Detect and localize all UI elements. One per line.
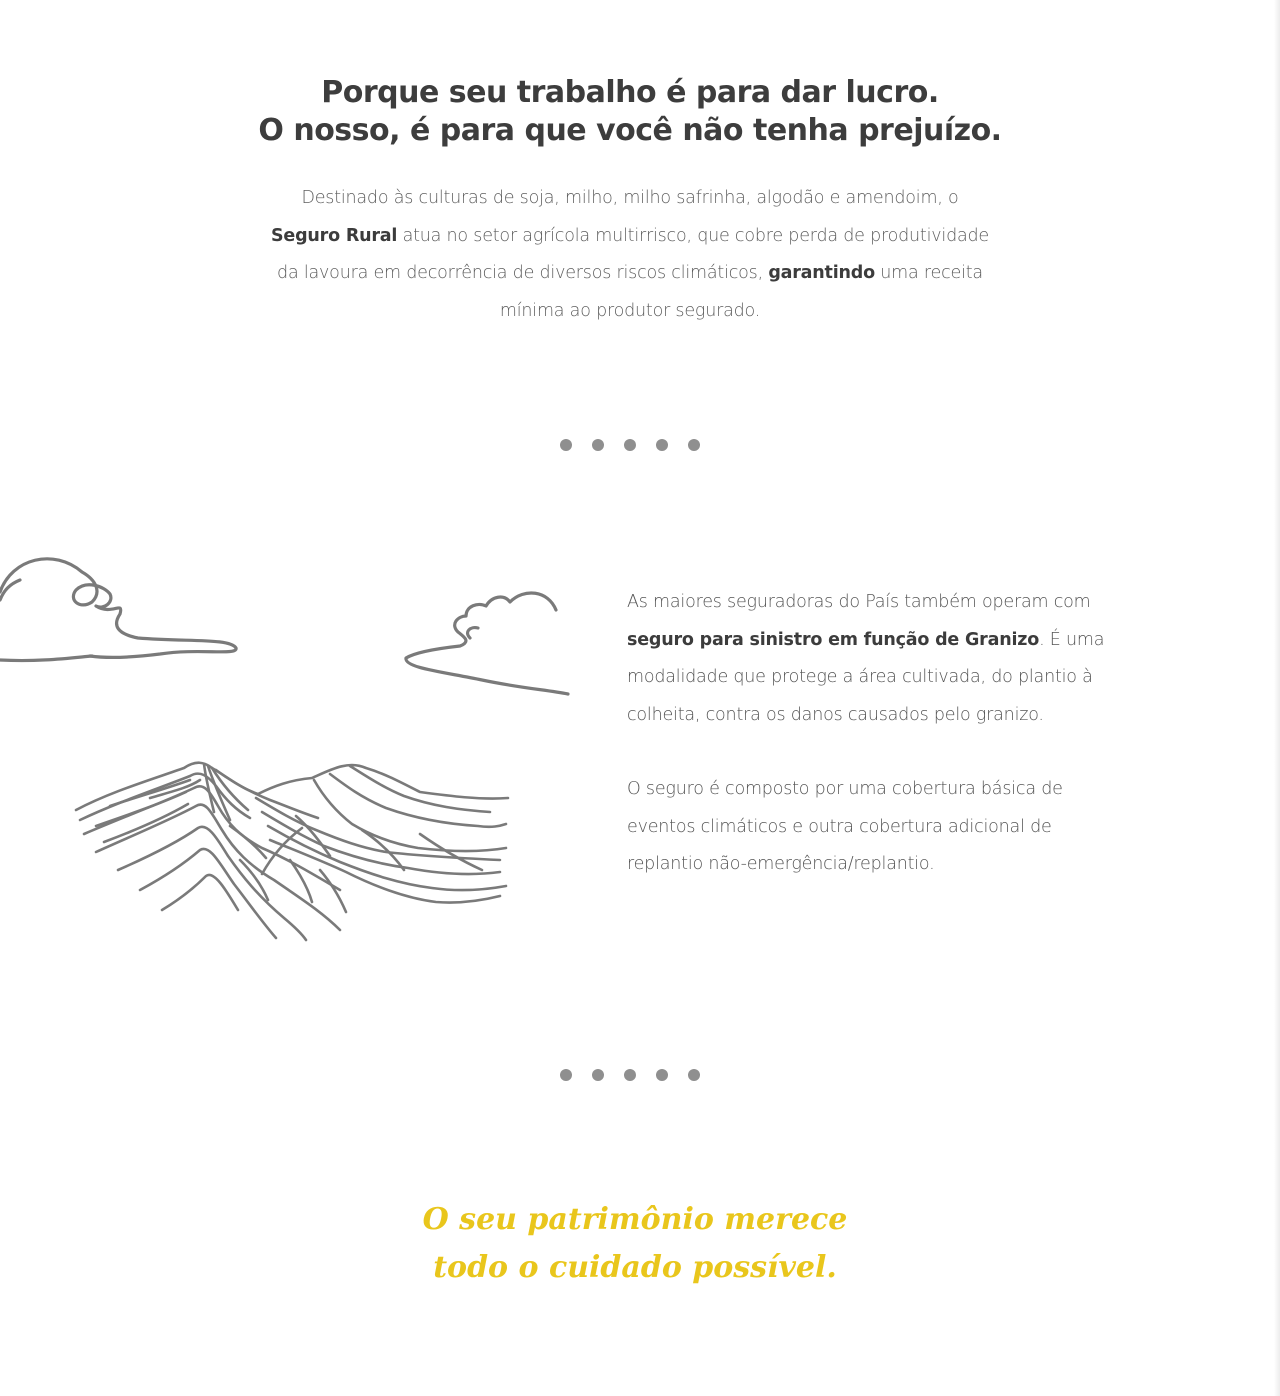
separator-dot (592, 1069, 604, 1081)
separator-dot (560, 1069, 572, 1081)
tagline-line-2: todo o cuidado possível. (433, 1250, 837, 1285)
page-headline (0, 74, 1260, 150)
separator-dot (592, 439, 604, 451)
separator-dot (560, 439, 572, 451)
intro-text-3: uma receita mínima ao produtor segurado. (499, 263, 983, 321)
granizo-section (627, 584, 1127, 884)
separator-dot (624, 1069, 636, 1081)
separator-dot (624, 439, 636, 451)
separator-dot (656, 439, 668, 451)
tagline (0, 1196, 1270, 1292)
page-edge (1274, 0, 1280, 1396)
headline-line-2: O nosso, é para que você não tenha prejuízo. (258, 113, 1002, 148)
mountains-icon (76, 763, 508, 940)
tagline-line-1: O seu patrimônio merece (422, 1202, 848, 1237)
dot-separator-icon (560, 437, 700, 453)
granizo-paragraph-1 (627, 584, 1127, 734)
intro-text-2: atua no setor agrícola multirrisco, que cobre perda de produtividade da lavoura em decorrência de diversos riscos climáticos, (277, 225, 989, 283)
headline-line-1: Porque seu trabalho é para dar lucro. (321, 75, 939, 110)
cloud-left-icon (0, 559, 236, 661)
dot-separator-icon (560, 1067, 700, 1083)
granizo-bold: seguro para sinistro em função de Granizo (627, 629, 1040, 650)
granizo-paragraph-2: O seguro é composto por uma cobertura básica de eventos climáticos e outra cobertura adicional de replantio não-emergência/replantio. (627, 779, 1063, 874)
cloud-right-icon (406, 593, 568, 694)
granizo-text-1: As maiores seguradoras do País também operam com (627, 592, 1091, 612)
separator-dot (688, 1069, 700, 1081)
intro-paragraph (270, 180, 990, 330)
intro-bold-seguro-rural: Seguro Rural (271, 225, 398, 246)
clouds-and-mountains-icon (0, 530, 580, 950)
separator-dot (688, 439, 700, 451)
intro-bold-garantindo: garantindo (768, 263, 875, 283)
separator-dot (656, 1069, 668, 1081)
intro-text-1: Destinado às culturas de soja, milho, milho safrinha, algodão e amendoim, o (301, 188, 959, 208)
granizo-text-2: . É uma modalidade que protege a área cultivada, do plantio à colheita, contra os danos causados pelo granizo. (627, 629, 1105, 725)
